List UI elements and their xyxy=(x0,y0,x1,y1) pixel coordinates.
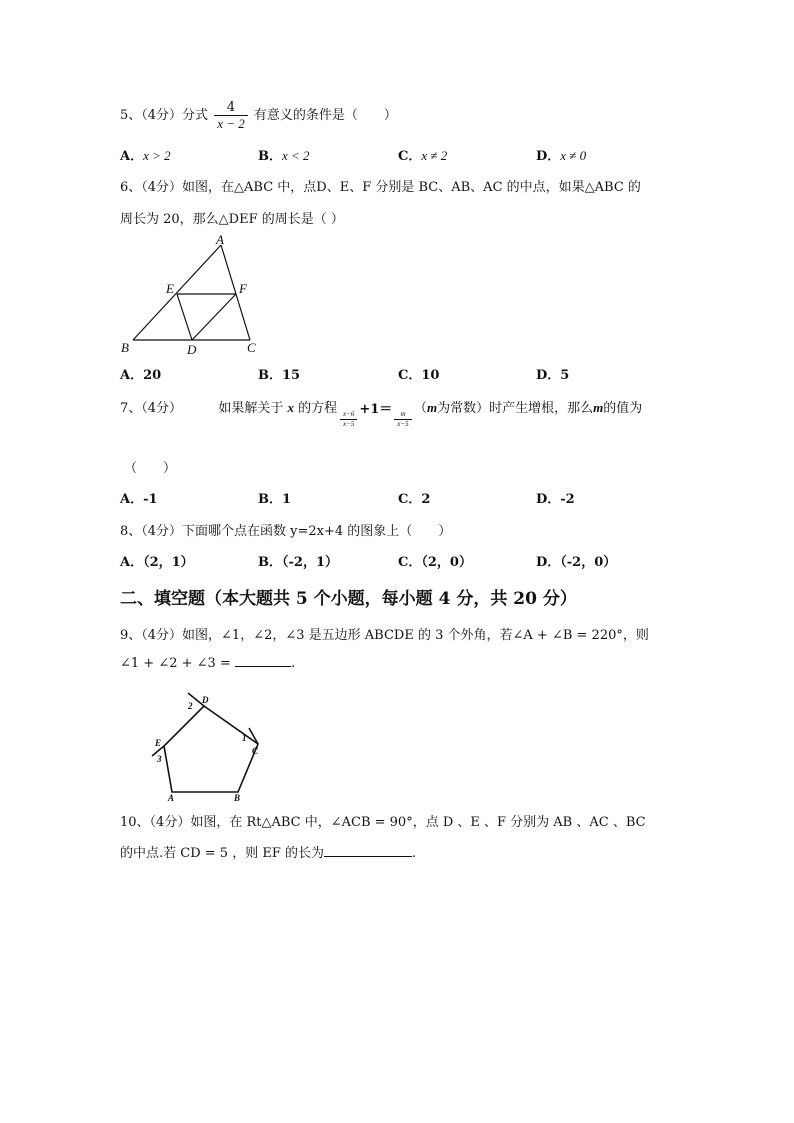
q7-plus-one: +1＝ xyxy=(359,402,393,417)
q8-option-b-label: B． xyxy=(258,555,282,570)
q6-option-b[interactable] xyxy=(258,364,300,383)
q7-f1-den: x−5 xyxy=(340,419,357,429)
q6-edge-df xyxy=(192,294,236,340)
q9-end: . xyxy=(290,656,296,671)
q9-label-d: D xyxy=(202,695,209,705)
q6-option-a[interactable] xyxy=(120,364,161,383)
q7-f2-den: x−5 xyxy=(394,419,411,429)
q6-label-f: F xyxy=(239,281,247,296)
q5-option-b-text: x < 2 xyxy=(282,148,310,163)
q7-stem-a: 如果解关于 xyxy=(218,401,284,416)
q6-label-b: B xyxy=(121,340,129,355)
q6-edge-ab xyxy=(133,245,221,340)
q7-paren: （ ） xyxy=(124,461,177,476)
q7-var-x: x xyxy=(287,400,294,415)
q6-stem-line2: 周长为 20，那么△DEF 的周长是（ ） xyxy=(120,212,344,227)
q6-option-c-label: C． xyxy=(398,368,422,383)
q8-option-a-label: A． xyxy=(120,555,144,570)
q7-stem-tail xyxy=(414,397,642,416)
q7-option-b[interactable] xyxy=(258,488,291,507)
q9-stem-line1: 9、（4分）如图，∠1，∠2，∠3 是五边形 ABCDE 的 3 个外角，若∠A + ∠B = 220°，则 xyxy=(120,628,649,643)
q6-stem-line1: 6、（4分）如图，在△ABC 中，点D、E、F 分别是 BC、AB、AC 的中点，如果△ABC 的 xyxy=(120,180,641,195)
q7-stem-c: （ xyxy=(414,401,428,416)
q5-option-d-label: D． xyxy=(536,149,561,164)
q6-option-a-text: 20 xyxy=(143,368,162,383)
q6-label-e: E xyxy=(166,281,174,296)
q6-option-d[interactable] xyxy=(536,364,569,383)
q6-triangle-figure xyxy=(115,232,275,357)
q9-label-b: B xyxy=(234,793,241,802)
q8-option-b[interactable] xyxy=(258,551,338,570)
q5-option-a-label: A． xyxy=(120,149,144,164)
q5-option-c-label: C． xyxy=(398,149,422,164)
q6-option-d-label: D． xyxy=(536,368,561,383)
q7-stem-prefix: 7、（4分） xyxy=(120,401,183,416)
q6-option-a-label: A． xyxy=(120,368,144,383)
q7-option-d-text: -2 xyxy=(560,492,575,507)
q5-option-c-text: x ≠ 2 xyxy=(421,148,448,163)
q9-pentagon xyxy=(164,706,258,792)
q7-stem xyxy=(120,397,337,416)
q7-option-c[interactable] xyxy=(398,488,430,507)
q7-option-a-text: -1 xyxy=(143,492,158,507)
q9-label-2: 2 xyxy=(188,701,193,711)
q7-option-d-label: D． xyxy=(536,492,561,507)
q8-option-d-label: D． xyxy=(536,555,561,570)
q7-f2-num: m xyxy=(400,410,406,418)
q8-option-a-text: （2，1） xyxy=(143,555,194,570)
q6-option-d-text: 5 xyxy=(560,368,570,383)
q7-stem-d: 为常数）时产生增根，那么 xyxy=(437,401,594,416)
q6-option-c[interactable] xyxy=(398,364,439,383)
q5-option-a-text: x > 2 xyxy=(143,148,171,163)
q8-option-a[interactable] xyxy=(120,551,194,570)
q5-stem-suffix: 有意义的条件是（ ） xyxy=(253,108,397,123)
q7-var-m: m xyxy=(427,400,438,415)
q6-edge-ed xyxy=(177,294,192,340)
q10-answer-blank[interactable] xyxy=(324,856,412,857)
q5-option-d-text: x ≠ 0 xyxy=(560,148,587,163)
q7-option-a-label: A． xyxy=(120,492,144,507)
q7-option-b-text: 1 xyxy=(282,492,292,507)
q7-equation xyxy=(338,398,414,428)
q9-label-c: C xyxy=(252,746,259,756)
q7-option-c-label: C． xyxy=(398,492,422,507)
q5-stem xyxy=(120,100,397,131)
q6-label-d: D xyxy=(187,342,197,357)
q7-var-m2: m xyxy=(593,400,604,415)
q9-label-e: E xyxy=(155,738,162,748)
q10-end: . xyxy=(411,846,417,861)
q9-label-1: 1 xyxy=(242,733,247,743)
q8-option-c-label: C． xyxy=(398,555,422,570)
q9-pentagon-figure xyxy=(140,690,270,802)
q10-stem-line2 xyxy=(120,842,416,861)
q10-stem-line1: 10、（4分）如图，在 Rt△ABC 中，∠ACB = 90°，点 D 、E 、F 分别为 AB 、AC 、BC xyxy=(120,815,646,830)
q6-label-c: C xyxy=(247,340,256,355)
q8-option-d-text: （-2，0） xyxy=(560,555,617,570)
q9-answer-blank[interactable] xyxy=(235,666,291,667)
q5-frac-den: x − 2 xyxy=(214,115,248,131)
q6-option-c-text: 10 xyxy=(421,368,440,383)
q7-option-b-label: B． xyxy=(258,492,282,507)
q5-option-d[interactable] xyxy=(536,145,586,164)
q5-option-a[interactable] xyxy=(120,145,171,164)
q10-stem-line2-text: 的中点.若 CD = 5 ，则 EF 的长为 xyxy=(120,846,324,861)
q9-label-3: 3 xyxy=(157,754,162,764)
q7-fraction-right xyxy=(394,410,411,429)
q5-option-b[interactable] xyxy=(258,145,310,164)
q8-option-c[interactable] xyxy=(398,551,472,570)
q5-stem-prefix: 5、（4分）分式 xyxy=(120,108,209,123)
q8-stem: 8、（4分）下面哪个点在函数 y=2x+4 的图象上（ ） xyxy=(120,524,452,539)
q5-frac-num: 4 xyxy=(226,100,236,115)
q5-option-b-label: B． xyxy=(258,149,282,164)
q6-option-b-label: B． xyxy=(258,368,282,383)
q5-option-c[interactable] xyxy=(398,145,447,164)
q9-stem-line2 xyxy=(120,656,295,671)
q9-label-a: A xyxy=(168,793,175,802)
q7-fraction-left xyxy=(340,410,357,429)
q7-option-d[interactable] xyxy=(536,488,575,507)
q6-label-a: A xyxy=(216,232,224,247)
q7-f1-num: x−6 xyxy=(343,410,355,418)
section-2-heading: 二、填空题（本大题共 5 个小题，每小题 4 分，共 20 分） xyxy=(120,589,577,609)
q8-option-c-text: （2，0） xyxy=(421,555,472,570)
q7-stem-e: 的值为 xyxy=(603,401,643,416)
q8-option-d[interactable] xyxy=(536,551,616,570)
q7-option-a[interactable] xyxy=(120,488,158,507)
q8-option-b-text: （-2，1） xyxy=(282,555,338,570)
q6-option-b-text: 15 xyxy=(282,368,301,383)
q9-angle-sum: ∠1 + ∠2 + ∠3 = xyxy=(120,656,235,671)
q7-stem-b: 的方程 xyxy=(298,401,338,416)
q7-option-c-text: 2 xyxy=(421,492,431,507)
q5-fraction xyxy=(214,100,248,131)
